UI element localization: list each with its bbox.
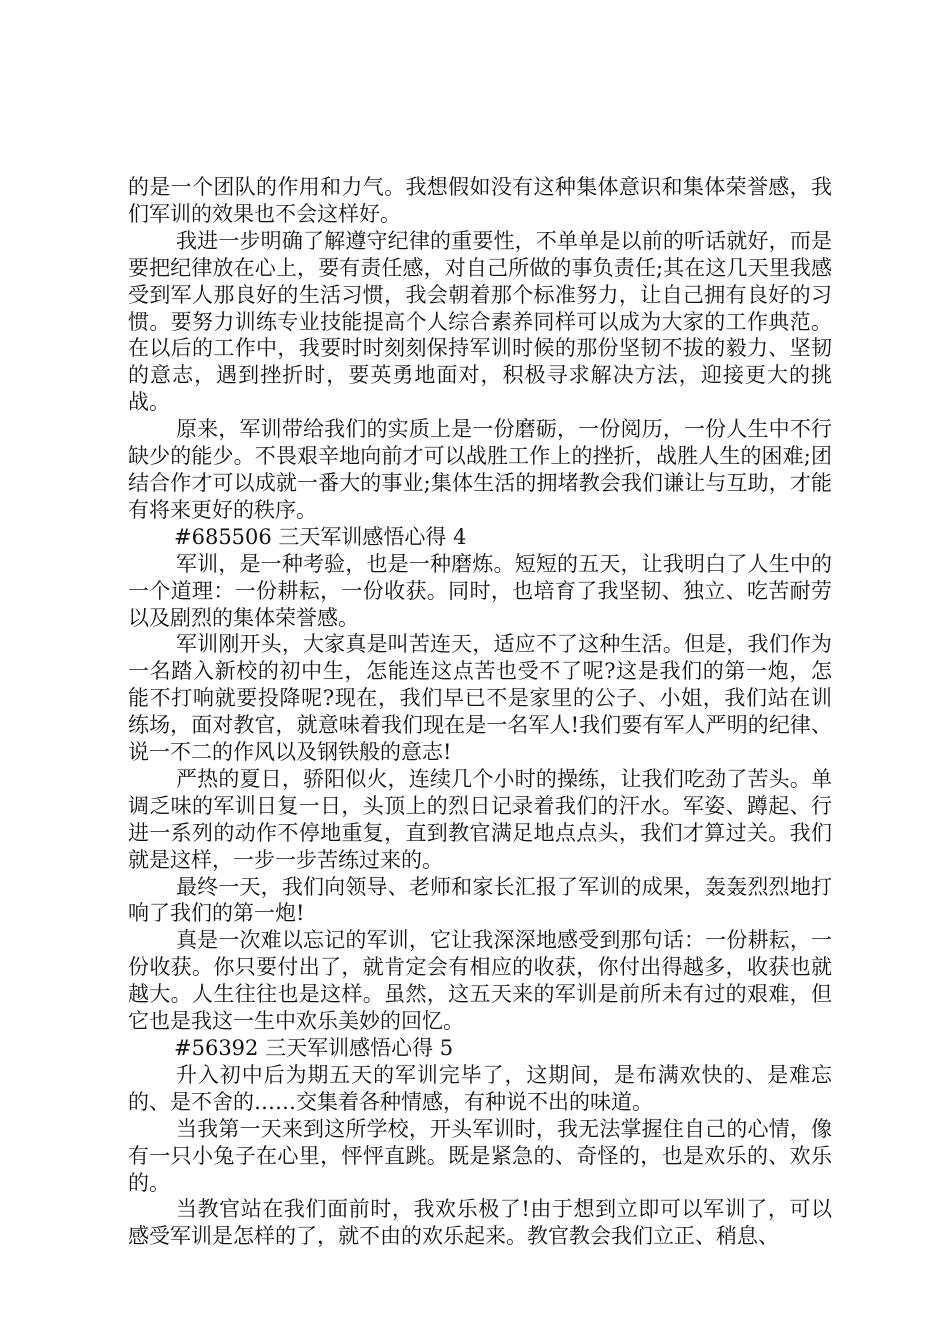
paragraph: 当教官站在我们面前时，我欢乐极了!由于想到立即可以军训了，可以感受军训是怎样的了，就不由的欢乐起来。教官教会我们立正、稍息、 [128,1197,832,1249]
section-heading: #56392 三天军训感悟心得 5 [174,1036,454,1060]
paragraph: 的是一个团队的作用和力气。我想假如没有这种集体意识和集体荣誉感，我们军训的效果也不会这样好。 [128,175,832,226]
paragraph: 原来，军训带给我们的实质上是一份磨砺，一份阅历，一份人生中不行缺少的能少。不畏艰辛地向前才可以战胜工作上的挫折，战胜人生的困难;团结合作才可以成就一番大的事业;集体生活的拥堵教会我们谦让与互助，才能有将来更好的秩序。 [128,417,832,522]
document-body [128,174,832,1250]
section-heading: #685506 三天军训感悟心得 4 [174,524,467,549]
paragraph: 当我第一天来到这所学校，开头军训时，我无法掌握住自己的心情，像有一只小兔子在心里，怦怦直跳。既是紧急的、奇怪的，也是欢乐的、欢乐的。 [128,1116,832,1195]
paragraph: 我进一步明确了解遵守纪律的重要性，不单单是以前的听话就好，而是要把纪律放在心上，要有责任感，对自己所做的事负责任;其在这几天里我感受到军人那良好的生活习惯，我会朝着那个标准努力，让自己拥有良好的习惯。要努力训练专业技能提高个人综合素养同样可以成为大家的工作典范。在以后的工作中，我要时时刻刻保持军训时候的那份坚韧不拔的毅力、坚韧的意志，遇到挫折时，要英勇地面对，积极寻求解决方法，迎接更大的挑战。 [128,228,832,415]
paragraph: 升入初中后为期五天的军训完毕了，这期间，是布满欢快的、是难忘的、是不舍的……交集着各种情感，有种说不出的味道。 [128,1062,832,1114]
paragraph: 军训刚开头，大家真是叫苦连天，适应不了这种生活。但是，我们作为一名踏入新校的初中生，怎能连这点苦也受不了呢?这是我们的第一炮，怎能不打响就要投降呢?现在，我们早已不是家里的公子、小姐，我们站在训练场，面对教官，就意味着我们现在是一名军人!我们要有军人严明的纪律、说一不二的作风以及钢铁般的意志! [128,632,832,765]
paragraph: 真是一次难以忘记的军训，它让我深深地感受到那句话：一份耕耘，一份收获。你只要付出了，就肯定会有相应的收获，你付出得越多，收获也就越大。人生往往也是这样。虽然，这五天来的军训是前所未有过的艰难，但它也是我这一生中欢乐美妙的回忆。 [128,928,832,1034]
paragraph: 严热的夏日，骄阳似火，连续几个小时的操练，让我们吃劲了苦头。单调乏味的军训日复一日，头顶上的烈日记录着我们的汗水。军姿、蹲起、行进一系列的动作不停地重复，直到教官满足地点点头，我们才算过关。我们就是这样，一步一步苦练过来的。 [128,766,832,872]
paragraph: 最终一天，我们向领导、老师和家长汇报了军训的成果，轰轰烈烈地打响了我们的第一炮! [128,874,832,926]
paragraph: 军训，是一种考验，也是一种磨炼。短短的五天，让我明白了人生中的一个道理：一份耕耘，一份收获。同时，也培育了我坚韧、独立、吃苦耐劳以及剧烈的集体荣誉感。 [128,551,832,630]
